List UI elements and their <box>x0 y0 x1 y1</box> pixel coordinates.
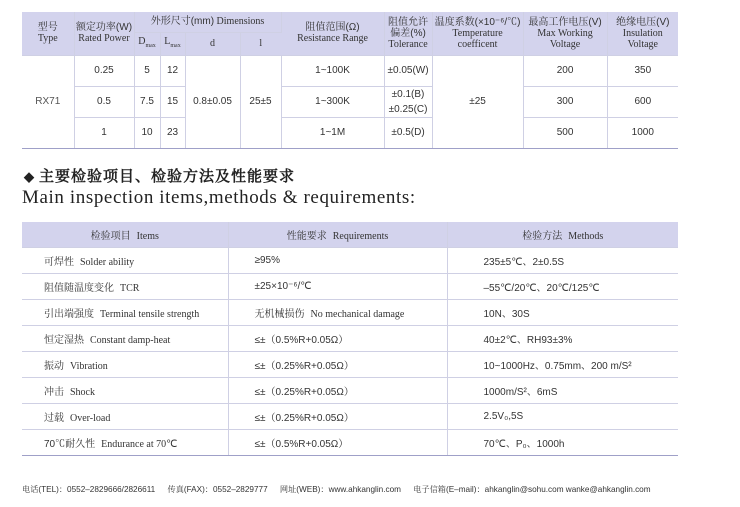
tolerance-cell: ±0.5(D) <box>384 117 432 148</box>
spec-table <box>22 12 678 149</box>
section-title-cn: ◆ 主要检验项目、检验方法及性能要求 <box>24 168 296 185</box>
header-temperature: 温度系数(×10⁻⁶/℃) Temperature coefficent <box>432 12 523 55</box>
table-row: 恒定湿热 Constant damp-heat ≤±（0.5%R+0.05Ω） 40±2℃、RH93±3% <box>22 325 678 351</box>
tolerance-cell: ±0.1(B) ±0.25(C) <box>384 86 432 117</box>
table-row: 可焊性 Solder ability ≥95% 235±5℃、2±0.5S <box>22 247 678 273</box>
lmax-cell: 23 <box>160 117 185 148</box>
table-row: 阻值随温度变化 TCR ±25×10⁻⁶/℃ –55℃/20℃、20℃/125℃ <box>22 273 678 299</box>
power-cell: 1 <box>74 117 134 148</box>
header-insulation: 绝缘电压(V) Insulation Voltage <box>607 12 678 55</box>
voltage-cell: 200 <box>523 55 607 86</box>
dmax-cell: 5 <box>134 55 160 86</box>
resistance-cell: 1~300K <box>281 86 384 117</box>
footer-fax: 传真(FAX)：0552–2829777 <box>167 485 268 494</box>
insulation-cell: 600 <box>607 86 678 117</box>
table-row: 冲击 Shock ≤±（0.25%R+0.05Ω） 1000m/S²、6mS <box>22 377 678 403</box>
header-requirements: 性能要求 Requirements <box>228 222 447 247</box>
header-l: l <box>240 32 281 55</box>
resistance-cell: 1~1M <box>281 117 384 148</box>
power-cell: 0.25 <box>74 55 134 86</box>
insulation-cell: 1000 <box>607 117 678 148</box>
insulation-cell: 350 <box>607 55 678 86</box>
header-d: d <box>185 32 240 55</box>
l-cell: 25±5 <box>240 55 281 148</box>
footer-web[interactable]: 网址(WEB)：www.ahkanglin.com <box>279 485 401 494</box>
table-row: 70℃耐久性 Endurance at 70℃ ≤±（0.5%R+0.05Ω） 70℃、P₀、1000h <box>22 429 678 455</box>
model-cell: RX71 <box>22 55 74 148</box>
power-cell: 0.5 <box>74 86 134 117</box>
d-cell: 0.8±0.05 <box>185 55 240 148</box>
tolerance-cell: ±0.05(W) <box>384 55 432 86</box>
voltage-cell: 500 <box>523 117 607 148</box>
dmax-cell: 7.5 <box>134 86 160 117</box>
section-title-en: Main inspection items,methods & requirements: <box>22 187 416 208</box>
header-methods: 检验方法 Methods <box>447 222 678 247</box>
contact-footer <box>22 484 661 495</box>
header-power: 额定功率(W) Rated Power <box>74 12 134 55</box>
footer-email[interactable]: 电子信箱(E–mail)：ahkanglin@sohu.com wanke@ahkanglin.com <box>413 485 651 494</box>
header-voltage: 最高工作电压(V) Max Working Voltage <box>523 12 607 55</box>
temp-cell: ±25 <box>432 55 523 148</box>
table-row: 过载 Over-load ≤±（0.25%R+0.05Ω） 2.5V₀,5S <box>22 403 678 429</box>
inspection-table <box>22 222 678 456</box>
table-row: 引出端强度 Terminal tensile strength 无机械损伤 No mechanical damage 10N、30S <box>22 299 678 325</box>
voltage-cell: 300 <box>523 86 607 117</box>
lmax-cell: 12 <box>160 55 185 86</box>
lmax-cell: 15 <box>160 86 185 117</box>
header-tolerance: 阻值允许 偏差(%) Tolerance <box>384 12 432 55</box>
header-dmax: $D_{max}$ <box>134 32 160 55</box>
resistance-cell: 1~100K <box>281 55 384 86</box>
header-type: 型号 Type <box>22 12 74 55</box>
footer-tel: 电话(TEL)：0552–2829666/2826611 <box>22 485 156 494</box>
table-row: 振动 Vibration ≤±（0.25%R+0.05Ω） 10~1000Hz、0.75mm、200 m/S² <box>22 351 678 377</box>
dmax-cell: 10 <box>134 117 160 148</box>
header-resistance: 阻值范围(Ω) Resistance Range <box>281 12 384 55</box>
header-items: 检验项目 Items <box>22 222 228 247</box>
header-dimensions: 外形尺寸(mm) Dimensions <box>134 12 281 32</box>
diamond-bullet-icon: ◆ <box>24 169 35 184</box>
header-lmax: $L_{max}$ <box>160 32 185 55</box>
